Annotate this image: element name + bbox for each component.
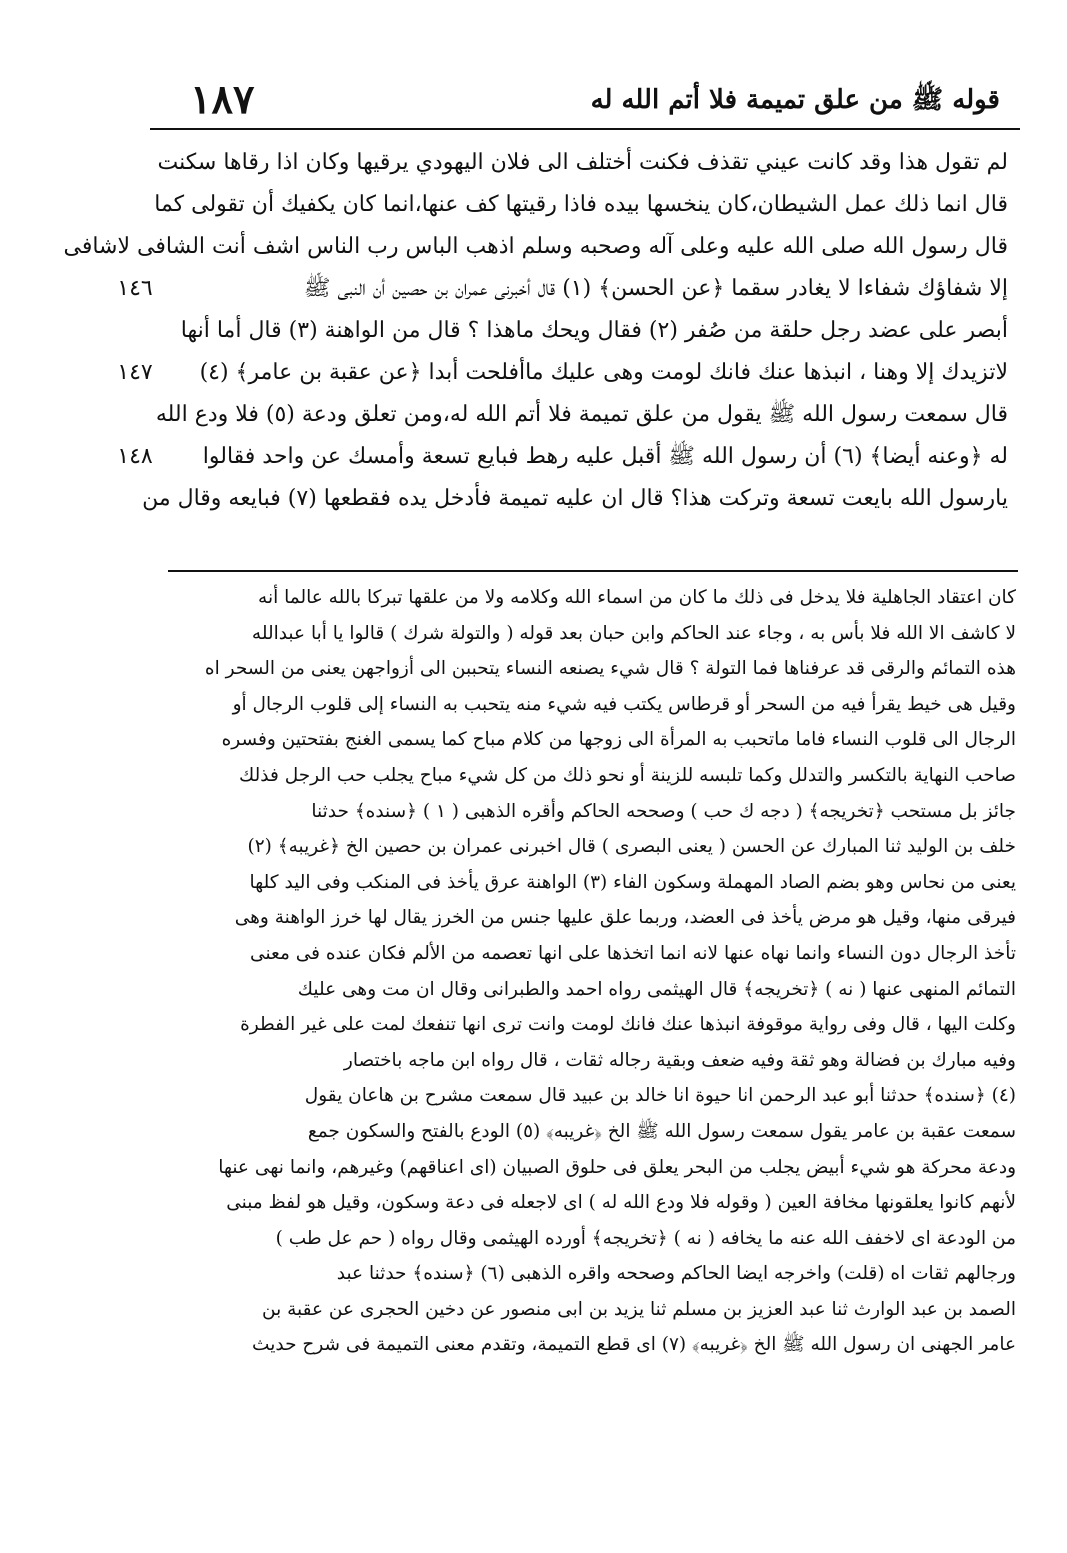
- footnote-line: سمعت عقبة بن عامر يقول سمعت رسول الله ﷺ الخ ﴿غريبه﴾ (٥) الودع بالفتح والسكون جمع: [307, 1120, 1016, 1142]
- footnote-line: الصمد بن عبد الوارث ثنا عبد العزيز بن مسلم ثنا يزيد بن ابى منصور عن دخين الحجرى عن عقبة بن: [261, 1298, 1016, 1320]
- footnote-line: فيرقى منها، وقيل هو مرض يأخذ فى العضد، وربما علق عليها جنس من الخرز يقال لها خرز الواهنة وهى: [234, 907, 1016, 929]
- footnote-line: جائز بل مستحب ﴿تخريجه﴾ ( دجه ك حب ) وصححه الحاكم وأقره الذهبى ( ١ ) ﴿سنده﴾ حدثنا: [311, 800, 1016, 822]
- main-text-line: يارسول الله بايعت تسعة وتركت هذا؟ قال ان عليه تميمة فأدخل يده فقطعها (٧) فبايعه وقال من: [142, 486, 1008, 511]
- footnote-line: عامر الجهنى ان رسول الله ﷺ الخ ﴿غريبه﴾ (٧) اى قطع التميمة، وتقدم معنى التميمة فى شرح حديث: [252, 1334, 1016, 1356]
- main-text-line: أبصر على عضد رجل حلقة من صُفر (٢) فقال ويحك ماهذا ؟ قال من الواهنة (٣) قال أما أنها: [180, 318, 1008, 343]
- footnotes: [168, 580, 1016, 1363]
- main-text-line: قال رسول الله صلى الله عليه وعلى آله وصحبه وسلم اذهب الباس رب الناس اشف أنت الشافى لاشافى: [63, 234, 1008, 259]
- main-text-line: إلا شفاؤك شفاءا لا يغادر سقما ﴿عن الحسن﴾ (١) قال أخبرنى عمران بن حصين أن النبى ﷺ: [303, 276, 1008, 301]
- main-text-line: قال سمعت رسول الله ﷺ يقول من علق تميمة فلا أتم الله له،ومن تعلق ودعة (٥) فلا ودع الله: [155, 402, 1008, 427]
- footnote-line: من الودعة اى لاخفف الله عنه ما يخافه ( نه ) ﴿تخريجه﴾ أورده الهيثمى وقال رواه ( حم عل طب ): [275, 1227, 1016, 1249]
- hadith-number: ١٤٧: [117, 360, 153, 385]
- footnote-line: هذه التمائم والرقى قد عرفناها فما التولة ؟ قال شيء يصنعه النساء يتحببن الى أزواجهن يعنى من السحر اه: [204, 658, 1016, 680]
- footnote-line: لا كاشف الا الله فلا بأس به ، وجاء عند الحاكم وابن حبان بعد قوله ( والتولة شرك ) قالوا يا أبا عبدالله: [251, 622, 1016, 644]
- footnote-line: (٤) ﴿سنده﴾ حدثنا أبو عبد الرحمن انا حيوة انا خالد بن عبيد قال سمعت مشرح بن هاعان يقول: [304, 1085, 1016, 1107]
- footnote-line: كان اعتقاد الجاهلية فلا يدخل فى ذلك ما كان من اسماء الله وكلامه ولا من علقها تبركا بالله عالما أنه: [258, 587, 1016, 608]
- hadith-number: ١٤٦: [117, 276, 153, 301]
- page-header: [150, 72, 1020, 130]
- footnote-line: ورجالهم ثقات اه (قلت) واخرجه ايضا الحاكم وصححه واقره الذهبى (٦) ﴿سنده﴾ حدثنا عبد: [336, 1263, 1016, 1285]
- running-title: قوله ﷺ من علق تميمة فلا أتم الله له: [590, 85, 1000, 115]
- footnote-line: يعنى من نحاس وهو بضم الصاد المهملة وسكون الفاء (٣) الواهنة عرق يأخذ فى المنكب وفى اليد كلها: [249, 871, 1016, 893]
- footnote-line: الرجال الى قلوب النساء فاما ماتحبب به المرأة الى زوجها من كلام مباح كما يسمى الغنج بفتحتين وفسره: [221, 729, 1016, 751]
- footnote-line: خلف بن الوليد ثنا المبارك عن الحسن ( يعنى البصرى ) قال اخبرنى عمران بن حصين الخ ﴿غريبه﴾ (٢): [247, 836, 1016, 858]
- main-text-line: له ﴿وعنه أيضا﴾ (٦) أن رسول الله ﷺ أقبل عليه رهط فبايع تسعة وأمسك عن واحد فقالوا: [202, 444, 1008, 469]
- main-text-line: قال انما ذلك عمل الشيطان،كان ينخسها بيده فاذا رقيتها كف عنها،انما كان يكفيك أن تقولى كما: [154, 192, 1008, 217]
- footnote-line: وكلت اليها ، قال وفى رواية موقوفة انبذها عنك فانك لومت وانت ترى انها تنفعك لمت على غير الفطرة: [240, 1014, 1016, 1036]
- page-number: ١٨٧: [190, 76, 255, 123]
- footnote-line: التمائم المنهى عنها ( نه ) ﴿تخريجه﴾ قال الهيثمى رواه احمد والطبرانى وقال ان مت وهى عليك: [297, 978, 1016, 1000]
- footnote-line: تأخذ الرجال دون النساء وانما نهاه عنها لانه انما اتخذها على انها تعصمه من الألم فكان عنده فى معنى: [250, 942, 1016, 964]
- footnote-line: وقيل هى خيط يقرأ فيه من السحر أو قرطاس يكتب فيه شيء منه يتحبب به النساء إلى قلوب الرجال أو: [232, 693, 1016, 715]
- footnote-line: وفيه مبارك بن فضالة وهو ثقة وفيه ضعف وبقية رجاله ثقات ، قال رواه ابن ماجه باختصار: [343, 1049, 1016, 1071]
- main-text-line: لم تقول هذا وقد كانت عيني تقذف فكنت أختلف الى فلان اليهودي يرقيها وكان اذا رقاها سكنت: [157, 150, 1008, 175]
- footnote-line: صاحب النهاية بالتكسر والتدلل وكما تلبسه للزينة أو نحو ذلك من كل شيء مباح يجلب حب الرجل فذلك: [239, 764, 1016, 786]
- footnote-line: ودعة محركة هو شيء أبيض يجلب من البحر يعلق فى حلوق الصبيان (اى اعناقهم) وغيرهم، وانما نهى عنها: [218, 1156, 1016, 1178]
- hadith-number: ١٤٨: [117, 444, 153, 469]
- footnote-line: لأنهم كانوا يعلقونها مخافة العين ( وقوله فلا ودع الله له ) اى لاجعله فى دعة وسكون، وقيل هو لفظ مبنى: [226, 1192, 1016, 1214]
- main-text-line: لاتزيدك إلا وهنا ، انبذها عنك فانك لومت وهى عليك ماأفلحت أبدا ﴿عن عقبة بن عامر﴾ (٤): [199, 360, 1008, 385]
- footnote-divider: [168, 570, 1018, 572]
